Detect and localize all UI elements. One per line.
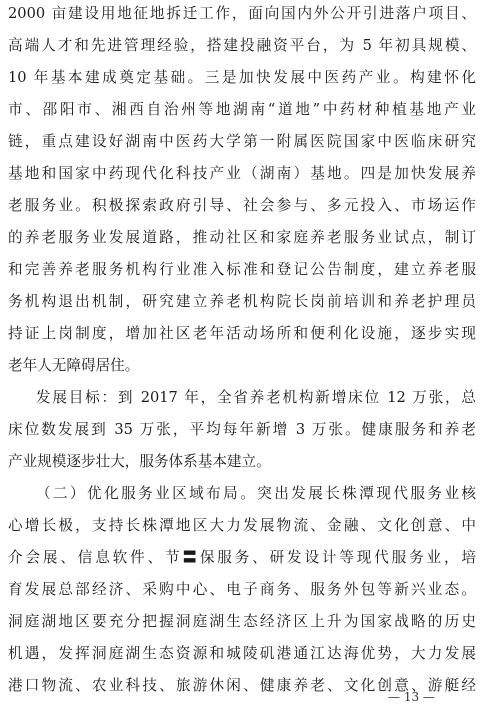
paragraph-line: 介会展、信息软件、节〓保服务、研发设计等现代服务业，培 bbox=[8, 549, 476, 566]
paragraph-line: 机遇，发挥洞庭湖生态资源和城陵矶港通江达海优势，大力发展 bbox=[8, 645, 476, 662]
paragraph-line: 心增长极，支持长株潭地区大力发展物流、金融、文化创意、中 bbox=[8, 517, 476, 534]
paragraph-line: 2000 亩建设用地征地拆迁工作，面向国内外公开引进落户项目、 bbox=[8, 5, 476, 22]
paragraph-line: 老服务业。积极探索政府引导、社会参与、多元投入、市场运作 bbox=[8, 197, 476, 214]
paragraph-line: 发展目标：到 2017 年，全省养老机构新增床位 12 万张，总 bbox=[36, 389, 476, 406]
page-number: — 13 — bbox=[388, 690, 435, 704]
section-heading-line: （二）优化服务业区域布局。突出发展长株潭现代服务业核 bbox=[36, 485, 476, 502]
paragraph-line: 床位数发展到 35 万张，平均每年新增 3 万张。健康服务和养老 bbox=[8, 421, 476, 438]
paragraph-line: 的养老服务业发展道路，推动社区和家庭养老服务业试点，制订 bbox=[8, 229, 476, 246]
paragraph-line: 链，重点建设好湖南中医药大学第一附属医院国家中医临床研究 bbox=[8, 133, 476, 150]
paragraph-line: 务机构退出机制，研究建立养老机构院长岗前培训和养老护理员 bbox=[8, 293, 476, 310]
paragraph-line: 港口物流、农业科技、旅游休闲、健康养老、文化创意、游艇经 bbox=[8, 677, 476, 694]
paragraph-line: 基地和国家中药现代化科技产业（湖南）基地。四是加快发展养 bbox=[8, 165, 476, 182]
paragraph-line: 和完善养老服务机构行业准入标准和登记公告制度，建立养老服 bbox=[8, 261, 476, 278]
paragraph-line: 老年人无障碍居住。 bbox=[8, 357, 140, 374]
paragraph-line: 产业规模逐步壮大，服务体系基本建立。 bbox=[8, 453, 271, 470]
paragraph-line: 10 年基本建成奠定基础。三是加快发展中医药产业。构建怀化 bbox=[8, 69, 476, 86]
paragraph-line: 洞庭湖地区要充分把握洞庭湖生态经济区上升为国家战略的历史 bbox=[8, 613, 476, 630]
paragraph-line: 高端人才和先进管理经验，搭建投融资平台，为 5 年初具规模、 bbox=[8, 37, 476, 54]
paragraph-line: 持证上岗制度，增加社区老年活动场所和便利化设施，逐步实现 bbox=[8, 325, 476, 342]
paragraph-line: 育发展总部经济、采购中心、电子商务、服务外包等新兴业态。 bbox=[8, 581, 476, 598]
paragraph-line: 市、邵阳市、湘西自治州等地湖南“道地”中药材种植基地产业 bbox=[8, 101, 476, 118]
